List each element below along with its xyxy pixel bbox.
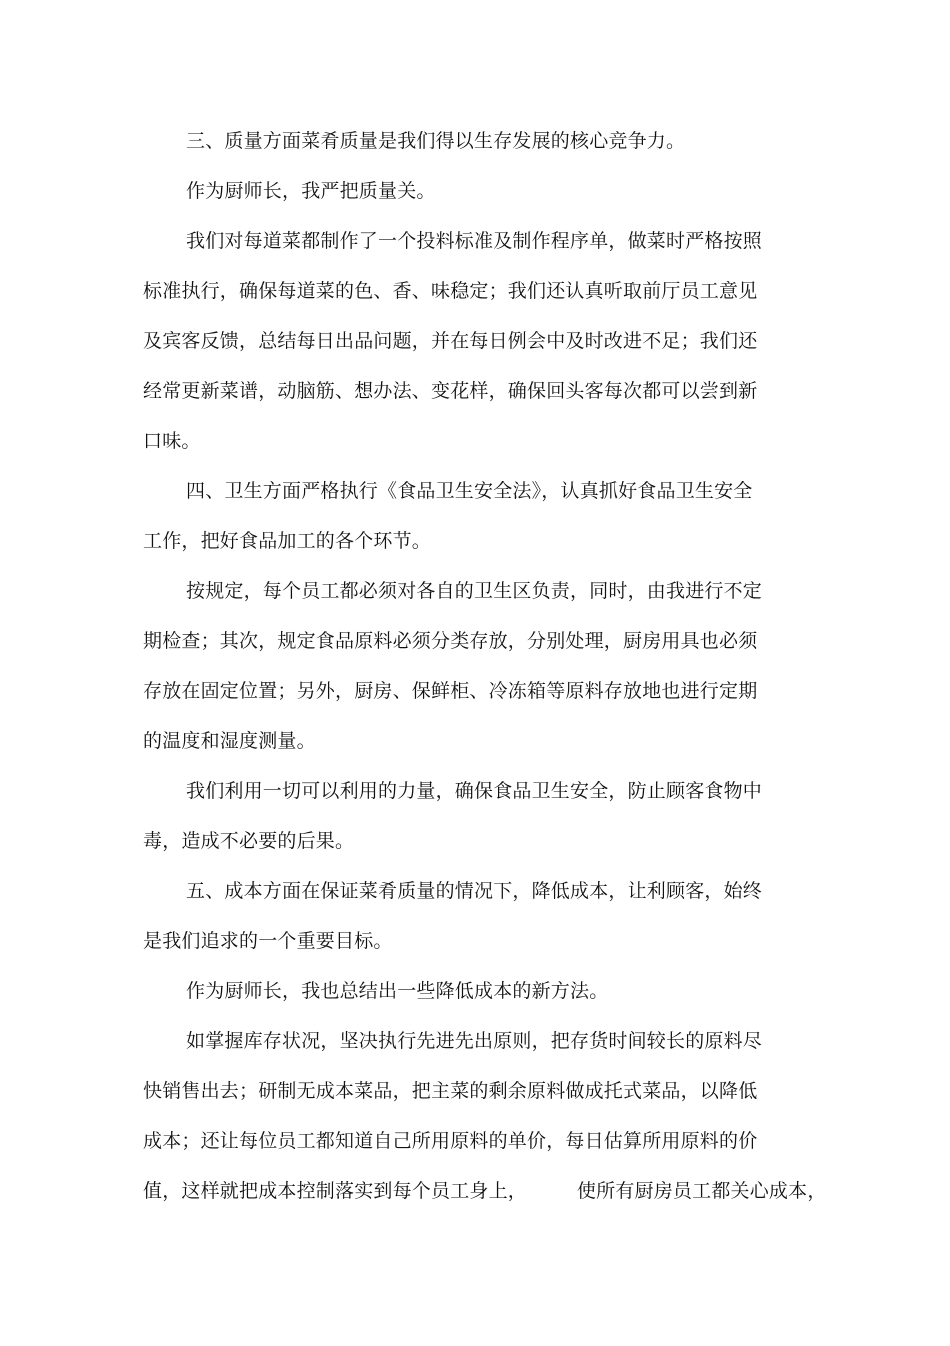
- paragraph-line: 四、卫生方面严格执行《食品卫生安全法》，认真抓好食品卫生安全: [186, 480, 753, 502]
- paragraph-line: 作为厨师长，我严把质量关。: [186, 180, 436, 202]
- paragraph-line: 我们对每道菜都制作了一个投料标准及制作程序单，做菜时严格按照: [186, 230, 763, 252]
- paragraph-line: 及宾客反馈，总结每日出品问题，并在每日例会中及时改进不足；我们还: [143, 330, 758, 352]
- paragraph-line: 如掌握库存状况，坚决执行先进先出原则，把存货时间较长的原料尽: [186, 1030, 763, 1052]
- paragraph-line: 快销售出去；研制无成本菜品，把主菜的剩余原料做成托式菜品，以降低: [143, 1080, 758, 1102]
- paragraph-line: 我们利用一切可以利用的力量，确保食品卫生安全，防止顾客食物中: [186, 780, 763, 802]
- paragraph-line: 三、质量方面菜肴质量是我们得以生存发展的核心竞争力。: [186, 130, 686, 152]
- paragraph-line: 经常更新菜谱，动脑筋、想办法、变花样，确保回头客每次都可以尝到新: [143, 380, 758, 402]
- paragraph-line: 按规定，每个员工都必须对各自的卫生区负责，同时，由我进行不定: [186, 580, 763, 602]
- paragraph-line: 毒，造成不必要的后果。: [143, 830, 355, 852]
- paragraph-line: 是我们追求的一个重要目标。: [143, 930, 393, 952]
- paragraph-line: 值，这样就把成本控制落实到每个员工身上， 使所有厨房员工都关心成本，: [143, 1180, 827, 1202]
- paragraph-line: 工作，把好食品加工的各个环节。: [143, 530, 432, 552]
- paragraph-line: 五、成本方面在保证菜肴质量的情况下，降低成本，让利顾客，始终: [186, 880, 763, 902]
- paragraph-line: 期检查；其次，规定食品原料必须分类存放，分别处理，厨房用具也必须: [143, 630, 758, 652]
- paragraph-line: 口味。: [143, 430, 201, 452]
- paragraph-line: 存放在固定位置；另外，厨房、保鲜柜、冷冻箱等原料存放地也进行定期: [143, 680, 758, 702]
- paragraph-line: 的温度和湿度测量。: [143, 730, 316, 752]
- paragraph-line: 作为厨师长，我也总结出一些降低成本的新方法。: [186, 980, 609, 1002]
- paragraph-line: 成本；还让每位员工都知道自己所用原料的单价，每日估算所用原料的价: [143, 1130, 758, 1152]
- paragraph-line: 标准执行，确保每道菜的色、香、味稳定；我们还认真听取前厅员工意见: [143, 280, 758, 302]
